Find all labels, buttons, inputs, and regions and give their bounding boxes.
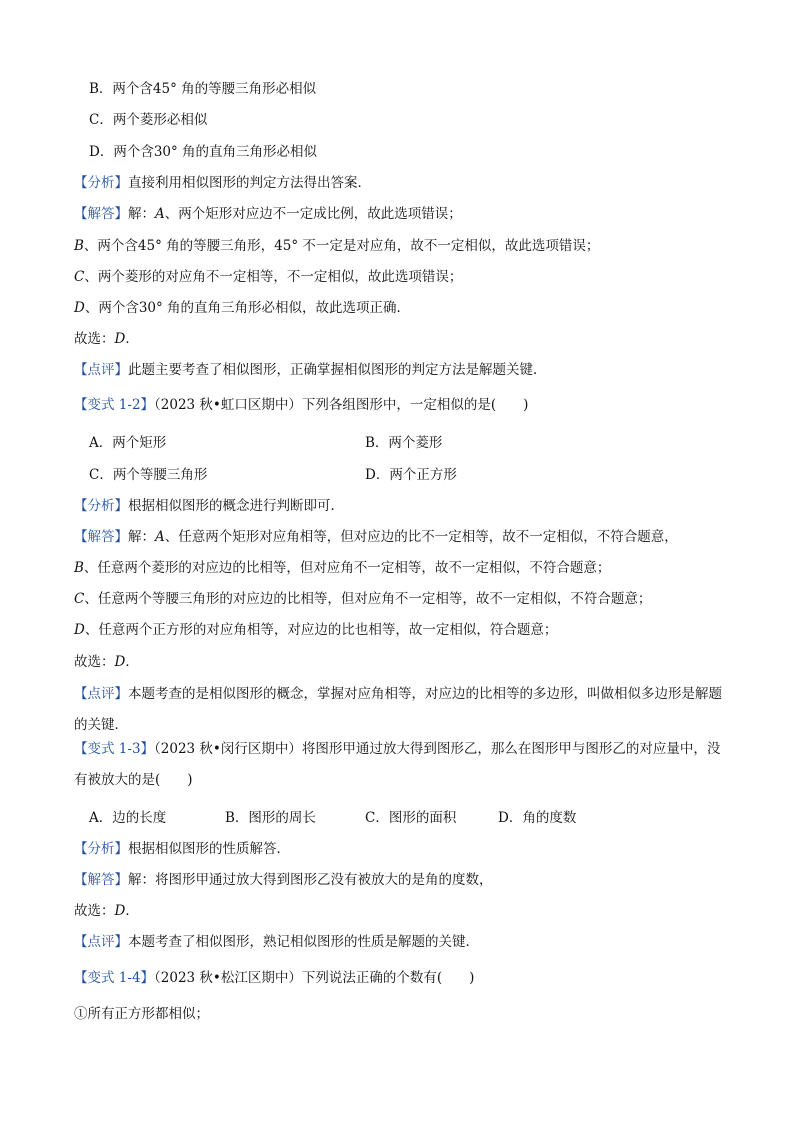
q1-comment [74, 361, 547, 379]
analysis-tag: 【分析】 [74, 841, 128, 857]
answer-tag: 【解答】 [74, 529, 128, 545]
choice-letter: D [114, 903, 126, 919]
q3-option-a: A．边的长度 [89, 810, 167, 826]
q2-stem [74, 396, 528, 414]
q3-analysis [74, 840, 290, 858]
answer-line: 、任意两个正方形的对应角相等，对应边的比也相等，故一定相似，符合题意； [84, 622, 558, 638]
answer-letter: A [155, 529, 165, 545]
answer-line: 、任意两个矩形对应角相等，但对应边的比不一定相等，故不一定相似，不符合题意， [164, 529, 678, 545]
q2-comment [74, 679, 724, 741]
answer-letter: C [74, 591, 85, 607]
comment-tag: 【点评】 [74, 686, 128, 702]
q1-answer [74, 205, 462, 223]
question-tag: 【变式 1-3】 [74, 741, 155, 757]
comment-tag: 【点评】 [74, 362, 128, 378]
question-source: （2023 秋•闵行区期中） [154, 741, 302, 757]
choice-letter: D [114, 331, 126, 347]
q4-item-1: ①所有正方形都相似； [74, 1006, 209, 1022]
q1-choice [74, 330, 139, 348]
question-tag: 【变式 1-4】 [74, 970, 155, 986]
question-tag: 【变式 1-2】 [74, 397, 155, 413]
answer-line: 、两个矩形对应边不一定成比例，故此选项错误； [164, 206, 462, 222]
analysis-tag: 【分析】 [74, 498, 128, 514]
question-source: （2023 秋•虹口区期中） [154, 397, 302, 413]
answer-line: 、两个菱形的对应角不一定相等，不一定相似，故此选项错误； [84, 269, 463, 285]
answer-line: 、两个含45° 角的等腰三角形，45° 不一定是对应角，故不一定相似，故此选项错误； [83, 238, 600, 254]
q3-choice [74, 902, 139, 920]
answer-line: 、任意两个菱形的对应边的比相等，但对应角不一定相等，故不一定相似，不符合题意； [83, 560, 611, 576]
answer-letter: C [74, 269, 85, 285]
q2-choice [74, 653, 139, 671]
q2-option-d: D．两个正方形 [365, 467, 457, 483]
q3-comment [74, 933, 479, 951]
answer-line: 、两个含30° 角的直角三角形必相似，故此选项正确． [84, 300, 411, 316]
q2-option-c: C．两个等腰三角形 [89, 467, 208, 483]
answer-intro: 解： [128, 206, 155, 222]
q2-answer-line [74, 590, 651, 608]
question-source: （2023 秋•松江区期中） [154, 970, 302, 986]
analysis-text: 根据相似图形的概念进行判断即可． [128, 498, 344, 514]
q4-stem [74, 969, 474, 987]
answer-text: 解：将图形甲通过放大得到图形乙没有被放大的是角的度数， [128, 872, 493, 888]
q2-analysis [74, 497, 344, 515]
q2-answer-line [74, 559, 610, 577]
comment-text: 本题考查了相似图形，熟记相似图形的性质是解题的关键． [128, 934, 479, 950]
question-stem: 下列各组图形中，一定相似的是( ) [301, 397, 529, 413]
q3-option-b: B．图形的周长 [225, 810, 316, 826]
answer-line: 、任意两个等腰三角形的对应边的比相等，但对应角不一定相等，故不一定相似，不符合题意； [84, 591, 652, 607]
choice-prefix: 故选： [74, 331, 115, 347]
q2-answer [74, 528, 678, 546]
choice-prefix: 故选： [74, 903, 115, 919]
answer-tag: 【解答】 [74, 206, 128, 222]
q3-answer [74, 871, 493, 889]
option-b: B．两个含45° 角的等腰三角形必相似 [89, 81, 317, 97]
analysis-text: 直接利用相似图形的判定方法得出答案． [128, 175, 371, 191]
comment-tag: 【点评】 [74, 934, 128, 950]
answer-letter: D [74, 622, 85, 638]
question-stem: 下列说法正确的个数有( ) [301, 970, 475, 986]
q3-option-d: D．角的度数 [498, 810, 577, 826]
choice-letter: D [114, 654, 126, 670]
choice-end: ． [125, 903, 139, 919]
option-c: C．两个菱形必相似 [89, 112, 208, 128]
comment-text: 本题考查的是相似图形的概念，掌握对应角相等，对应边的比相等的多边形，叫做相似多边形是解题的关键． [74, 686, 722, 733]
q2-option-b: B．两个菱形 [365, 435, 443, 451]
q2-answer-line [74, 621, 557, 639]
answer-intro: 解： [128, 529, 155, 545]
q1-answer-line [74, 237, 599, 255]
q3-option-c: C．图形的面积 [365, 810, 457, 826]
comment-text: 此题主要考查了相似图形，正确掌握相似图形的判定方法是解题关键． [128, 362, 547, 378]
q1-answer-line [74, 299, 410, 317]
answer-letter: B [74, 560, 84, 576]
option-d: D．两个含30° 角的直角三角形必相似 [89, 144, 318, 160]
choice-end: ． [125, 654, 139, 670]
answer-letter: B [74, 238, 84, 254]
q1-answer-line [74, 268, 462, 286]
q1-analysis [74, 174, 371, 192]
choice-end: ． [125, 331, 139, 347]
question-stem: 将图形甲通过放大得到图形乙，那么在图形甲与图形乙的对应量中，没有被放大的是( ) [74, 741, 721, 788]
analysis-tag: 【分析】 [74, 175, 128, 191]
choice-prefix: 故选： [74, 654, 115, 670]
answer-tag: 【解答】 [74, 872, 128, 888]
q3-stem [74, 734, 724, 796]
answer-letter: A [155, 206, 165, 222]
analysis-text: 根据相似图形的性质解答． [128, 841, 290, 857]
answer-letter: D [74, 300, 85, 316]
q2-option-a: A．两个矩形 [89, 435, 167, 451]
